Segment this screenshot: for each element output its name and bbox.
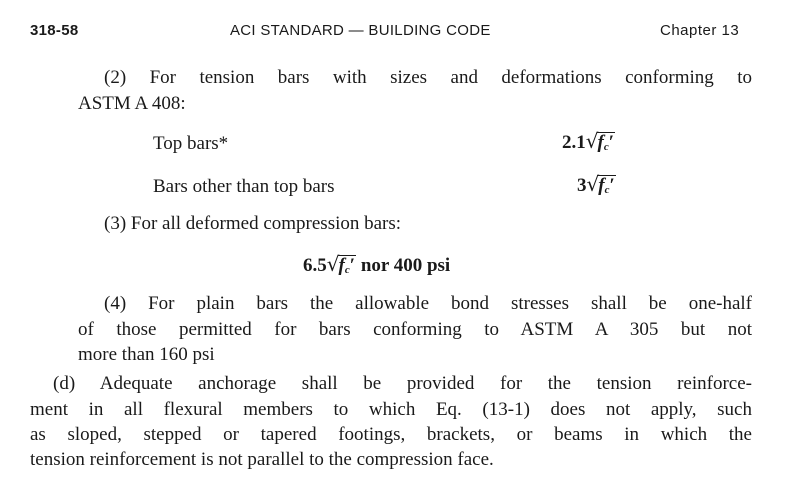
paraD-line4: tension reinforcement is not parallel to the compression face. <box>30 449 494 470</box>
sqrt-fc-icon: √fc′ <box>586 172 615 196</box>
running-title: ACI STANDARD — BUILDING CODE <box>230 22 491 39</box>
formula-compression <box>303 254 450 276</box>
row-label-other-bars: Bars other than top bars <box>153 176 335 197</box>
sqrt-fc-icon: √fc′ <box>326 252 356 276</box>
para2-line2: ASTM A 408: <box>78 93 186 114</box>
para3-line1: (3) For all deformed compression bars: <box>104 213 402 234</box>
row-value-top-bars <box>562 131 615 153</box>
chapter-label: Chapter 13 <box>660 22 740 39</box>
row-label-top-bars: Top bars* <box>153 133 229 154</box>
page-number: 318-58 <box>30 22 79 39</box>
formula-coef: 6.5 <box>303 255 327 276</box>
sqrt-fc-icon: √fc′ <box>585 129 615 153</box>
paraD-line2: ment in all flexural members to which Eq. (13-1) does not apply, such <box>30 399 752 420</box>
row-value-other-bars <box>577 174 616 196</box>
paraD-line3: as sloped, stepped or tapered footings, brackets, or beams in which the <box>30 424 752 445</box>
paraD-line1: (d) Adequate anchorage shall be provided for the tension reinforce- <box>53 373 752 394</box>
para4-line3: more than 160 psi <box>78 344 215 365</box>
formula-tail: nor 400 psi <box>356 255 451 276</box>
coef-top-bars: 2.1 <box>562 132 586 153</box>
para4-line2: of those permitted for bars conforming to ASTM A 305 but not <box>78 319 752 340</box>
coef-other-bars: 3 <box>577 175 587 196</box>
para2-line1: (2) For tension bars with sizes and deformations conforming to <box>104 67 752 88</box>
para4-line1: (4) For plain bars the allowable bond stresses shall be one-half <box>104 293 752 314</box>
